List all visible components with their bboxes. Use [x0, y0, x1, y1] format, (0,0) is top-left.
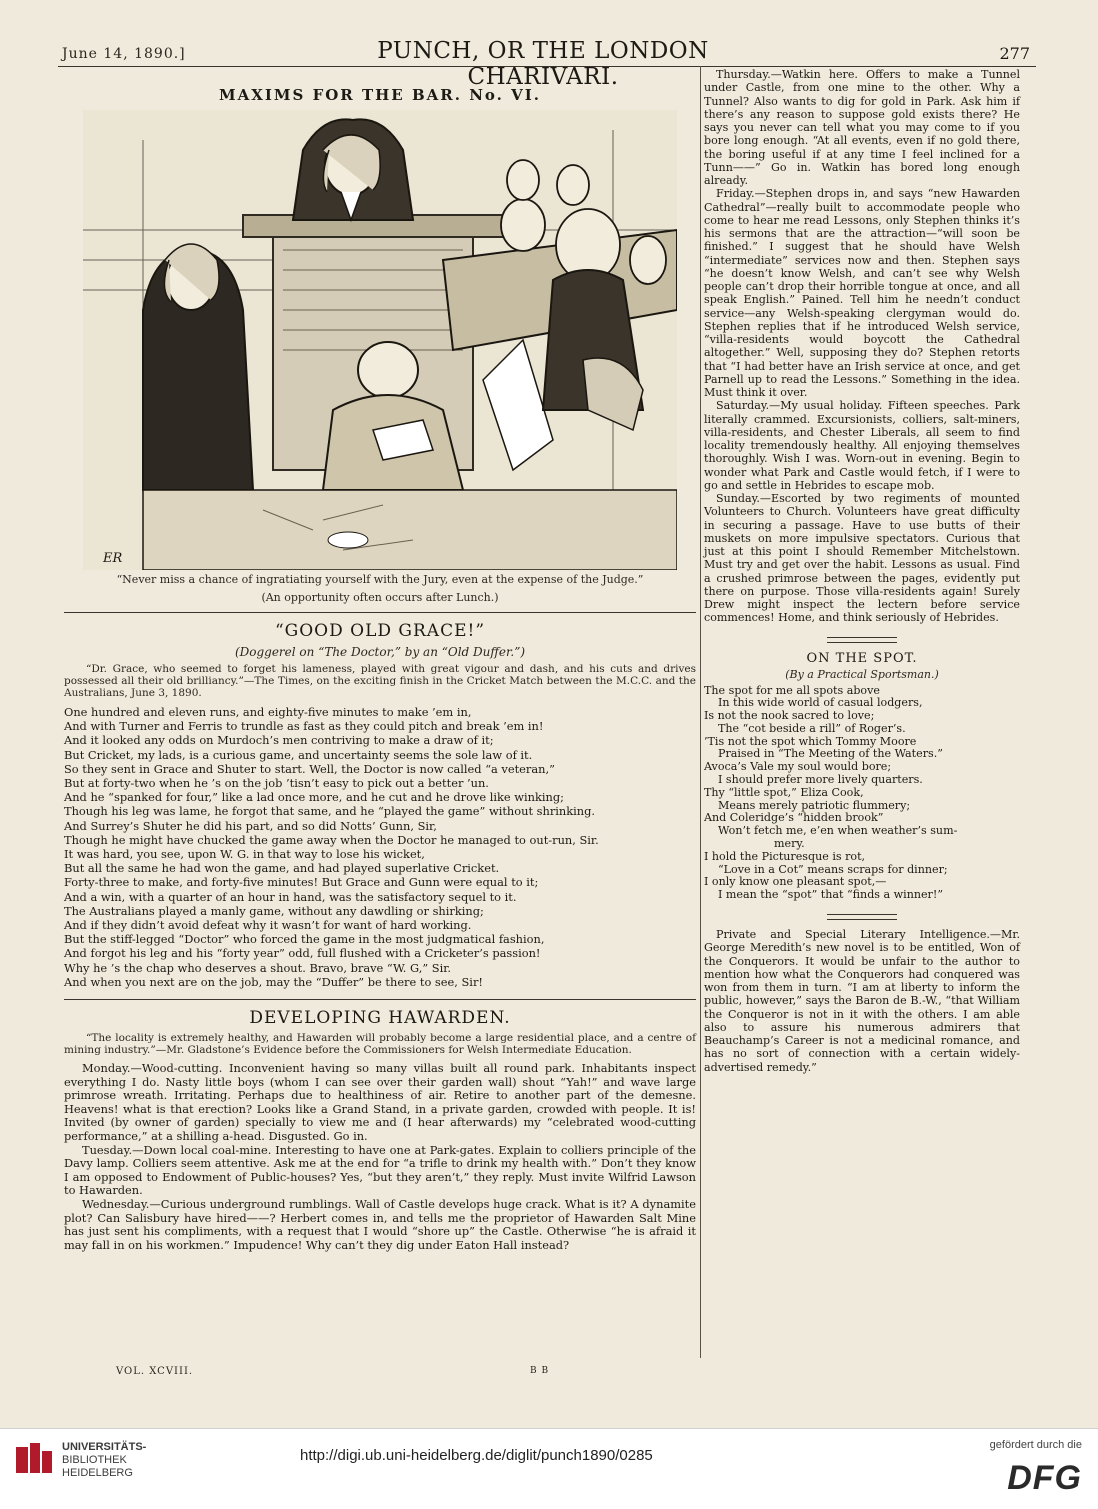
issue-date: June 14, 1890.]	[62, 46, 186, 62]
poem-line: And he “spanked for four,” like a lad once more, and he cut and he drove like winking;	[64, 790, 565, 805]
literary-intelligence: Private and Special Literary Intelligence.—Mr. George Meredith’s new novel is to be entitled, Won of the Conquerors. It would be unfair to the author to mention how what the Conquerors had conquered was won from them in turn. “I am at liberty to inform the public, however,” says the Baron de B.-W., “that William the Conqueror is not in it with the others. I am able also to assure his numerous admirers that Beauchamp’s Career is not a medicinal romance, and has no sort of connection with a certain widely-advertised remedy.”	[704, 928, 1020, 1074]
section-rule	[827, 637, 897, 643]
diary-thursday: Thursday.—Watkin here. Offers to make a Tunnel under Castle, from one mine to the other. Why a Tunnel? Also wants to dig for gold in Park. Ask him if there’s any reason to suppose gold exists there? He says you never can tell what you may come to if you bore long enough. “At all events, even if no gold there, the boring useful if at any time I feel inclined for a Tunn——” Go in. Watkin has bored long enough already.	[704, 68, 1020, 187]
poem-line: And Surrey’s Shuter he did his part, and so did Notts’ Gunn, Sir,	[64, 818, 437, 833]
cartoon-title: MAXIMS FOR THE BAR. No. VI.	[219, 86, 541, 104]
poem-line: And when you next are on the job, may the “Duffer” be there to see, Sir!	[64, 974, 483, 989]
volume-label: VOL. XCVIII.	[116, 1366, 194, 1377]
diary-wednesday: Wednesday.—Curious underground rumblings. Wall of Castle develops huge crack. What is it? A dynamite plot? Can Salisbury have hired——? Herbert comes in, and tells me the proprietor of Hawarden Salt Mine has just sent his compliments, with a request that I would “shore up” the Castle. Otherwise “he is afraid it may fall in on his workmen.” Impudence! Why can’t they dig under Eaton Hall instead?	[64, 1197, 696, 1252]
section-rule	[827, 914, 897, 920]
verse-body	[704, 685, 1020, 903]
poem-epigraph: “Dr. Grace, who seemed to forget his lameness, played with great vigour and dash, and his cuts and drives possessed all their old brilliancy.”—The Times, on the exciting finish in the Cricket Match between the M.C.C. and the Australians, June 3, 1890.	[64, 663, 696, 699]
poem-line: One hundred and eleven runs, and eighty-five minutes to make ’em in,	[64, 705, 472, 719]
article-title: DEVELOPING HAWARDEN.	[249, 1008, 511, 1029]
poem-line: The Australians played a manly game, without any dawdling or shirking;	[64, 903, 484, 918]
library-name-line: HEIDELBERG	[62, 1467, 133, 1479]
page-header	[58, 38, 1036, 90]
verse-line: mery.	[774, 837, 805, 851]
poem-line: But Cricket, my lads, is a curious game, and uncertainty seems the sole law of it.	[64, 747, 533, 762]
verse-line: Thy “little spot,” Eliza Cook,	[704, 785, 864, 799]
poem-line: Though his leg was lame, he forgot that same, and he “played the game” without shrinking.	[64, 804, 596, 819]
poem-line: And forgot his leg and his “forty year” odd, full flushed with a Cricketer’s passion!	[64, 946, 541, 961]
dfg-logo: DFG	[1007, 1459, 1082, 1497]
permalink-url[interactable]: http://digi.ub.uni-heidelberg.de/diglit/punch1890/0285	[300, 1447, 653, 1464]
section-rule	[64, 612, 696, 613]
poem-line: But all the same he had won the game, and had played superlative Cricket.	[64, 861, 500, 876]
poem-line: And if they didn’t avoid defeat why it wasn’t for want of hard working.	[64, 918, 472, 933]
verse-line: The “cot beside a rill” of Roger’s.	[718, 721, 906, 735]
diary-saturday: Saturday.—My usual holiday. Fifteen speeches. Park literally crammed. Excursionists, colliers, salt-miners, villa-residents, and Chester Liberals, all seem to find locality tremendously healthy. All enjoying themselves thoroughly. Wish I was. Worn-out in evening. Begin to wonder what Park and Castle would fetch, if I were to go and settle in Hebrides to escape mob.	[704, 399, 1020, 492]
verse-line: “Love in a Cot” means scraps for dinner;	[718, 862, 948, 876]
verse-line: I should prefer more lively quarters.	[718, 773, 923, 787]
verse-subtitle: (By a Practical Sportsman.)	[785, 667, 939, 681]
section-rule	[64, 999, 696, 1000]
verse-line: I only know one pleasant spot,—	[704, 875, 887, 889]
poem-title: “GOOD OLD GRACE!”	[274, 621, 486, 641]
verse-line: Avoca’s Vale my soul would bore;	[704, 760, 892, 774]
article-epigraph: “The locality is extremely healthy, and Hawarden will probably become a large residential place, and a centre of mining industry.”—Mr. Gladstone’s Evidence before the Commissioners for Welsh Intermediate Education.	[64, 1032, 696, 1057]
cartoon-subcaption: (An opportunity often occurs after Lunch.)	[261, 591, 499, 604]
verse-line: ’Tis not the spot which Tommy Moore	[704, 734, 917, 748]
university-logo-icon	[14, 1439, 54, 1479]
verse-line: In this wide world of casual lodgers,	[718, 696, 923, 710]
poem-line: And with Turner and Ferris to trundle as fast as they could pitch and break ’em in!	[64, 719, 544, 734]
poem-line: But at forty-two when he ’s on the job ’tisn’t easy to pick out a better ’un.	[64, 776, 489, 791]
diary-monday: Monday.—Wood-cutting. Inconvenient having so many villas built all round park. Inhabitants inspect everything I do. Nasty little boys (whom I can see over their garden wall) shout “Yah!” and wave large primrose wreath. Irritating. Perhaps due to healthiness of air. Retire to another part of the demesne. Heavens! what is that erection? Looks like a Grand Stand, in a private garden, crowded with people. It is! Invited (by owner of garden) specially to view me and (I hear afterwards) my “celebrated wood-cutting performance,” at a shilling a-head. Disgusted. Go in.	[64, 1061, 696, 1144]
diary-friday: Friday.—Stephen drops in, and says “new Hawarden Cathedral”—really built to accommodate people who come to hear me read Lessons, only Stephen thinks it’s his sermons that are the attraction—“will soon be finished.” I suggest that he should have Welsh “intermediate” services now and then. Stephen says “he doesn’t know Welsh, and can’t see why Welsh people can’t drop their horrible tongue at once, and all speak English.” Pained. Tell him he needn’t conduct service—any Welsh-speaking clergyman would do. Stephen replies that if he introduced Welsh service, “villa-residents would boycott the Cathedral altogether.” Well, supposing they do? Stephen retorts that “I had better have an Irish service at once, and get Parnell up to read the Lessons.” Something in the idea. Must think it over.	[704, 187, 1020, 399]
right-column	[704, 68, 1020, 1074]
poem-line: So they sent in Grace and Shuter to start. Well, the Doctor is now called “a veteran,”	[64, 761, 555, 776]
verse-line: Praised in “The Meeting of the Waters.”	[718, 747, 943, 761]
signature-mark: B B	[530, 1366, 550, 1376]
poem-line: And it looked any odds on Murdoch’s men contriving to make a draw of it;	[64, 733, 494, 748]
library-name-line: BIBLIOTHEK	[62, 1454, 127, 1466]
masthead-title: PUNCH, OR THE LONDON CHARIVARI.	[377, 38, 709, 90]
poem-subtitle: (Doggerel on “The Doctor,” by an “Old Duffer.”)	[234, 645, 526, 659]
artist-signature: ER	[103, 551, 123, 566]
verse-line: Is not the nook sacred to love;	[704, 709, 875, 723]
verse-line: Means merely patriotic flummery;	[718, 798, 911, 812]
cartoon-caption: “Never miss a chance of ingratiating yourself with the Jury, even at the expense of the Judge.”	[116, 573, 644, 586]
diary-tuesday: Tuesday.—Down local coal-mine. Interesting to have one at Park-gates. Explain to colliers principle of the Davy lamp. Colliers seem attentive. Ask me at the end for “a trifle to drink my health with.” Don’t they know I am opposed to Endowment of Public-houses? Yes, “but they aren’t,” they reply. Must invite Wilfrid Lawson to Hawarden.	[64, 1142, 696, 1198]
verse-line: I mean the “spot” that “finds a winner!”	[718, 888, 943, 902]
verse-line: Won’t fetch me, e’en when weather’s sum-	[718, 824, 958, 838]
column-divider	[700, 66, 701, 1358]
funding-label: gefördert durch die	[989, 1439, 1082, 1451]
library-name	[62, 1441, 146, 1480]
poem-line: It was hard, you see, upon W. G. in that way to lose his wicket,	[64, 847, 425, 862]
viewer-footer-bar	[0, 1428, 1098, 1509]
poem-line: And a win, with a quarter of an hour in hand, was the satisfactory sequel to it.	[64, 889, 517, 904]
poem-line: Though he might have chucked the game away when the Doctor he managed to out-run, Sir.	[64, 832, 599, 847]
library-name-line: UNIVERSITÄTS-	[62, 1441, 147, 1453]
poem-line: But the stiff-legged “Doctor” who forced the game in the most judgmatical fashion,	[64, 932, 545, 947]
left-column	[64, 70, 696, 1252]
poem-line: Why he ’s the chap who deserves a shout. Bravo, brave “W. G,” Sir.	[64, 960, 452, 975]
verse-line: And Coleridge’s “hidden brook”	[704, 811, 884, 825]
verse-line: I hold the Picturesque is rot,	[704, 849, 866, 863]
courtroom-cartoon	[83, 110, 677, 570]
poem-body	[64, 705, 696, 989]
verse-line: The spot for me all spots above	[704, 683, 880, 697]
verse-title: ON THE SPOT.	[806, 650, 918, 666]
poem-line: Forty-three to make, and forty-five minutes! But Grace and Gunn were equal to it;	[64, 875, 539, 890]
diary-sunday: Sunday.—Escorted by two regiments of mounted Volunteers to Church. Volunteers have great difficulty in securing a passage. Have to use butts of their muskets on more impulsive spectators. Curious that just at this point I should Remember Mitchelstown. Must try and get over the habit. Lessons as usual. Find a crushed primrose between the pages, evidently put there on purpose. Those villa-residents again! Surely Drew might inspect the lectern before service commences! Home, and think seriously of Hebrides.	[704, 492, 1020, 625]
page-number: 277	[999, 44, 1030, 63]
